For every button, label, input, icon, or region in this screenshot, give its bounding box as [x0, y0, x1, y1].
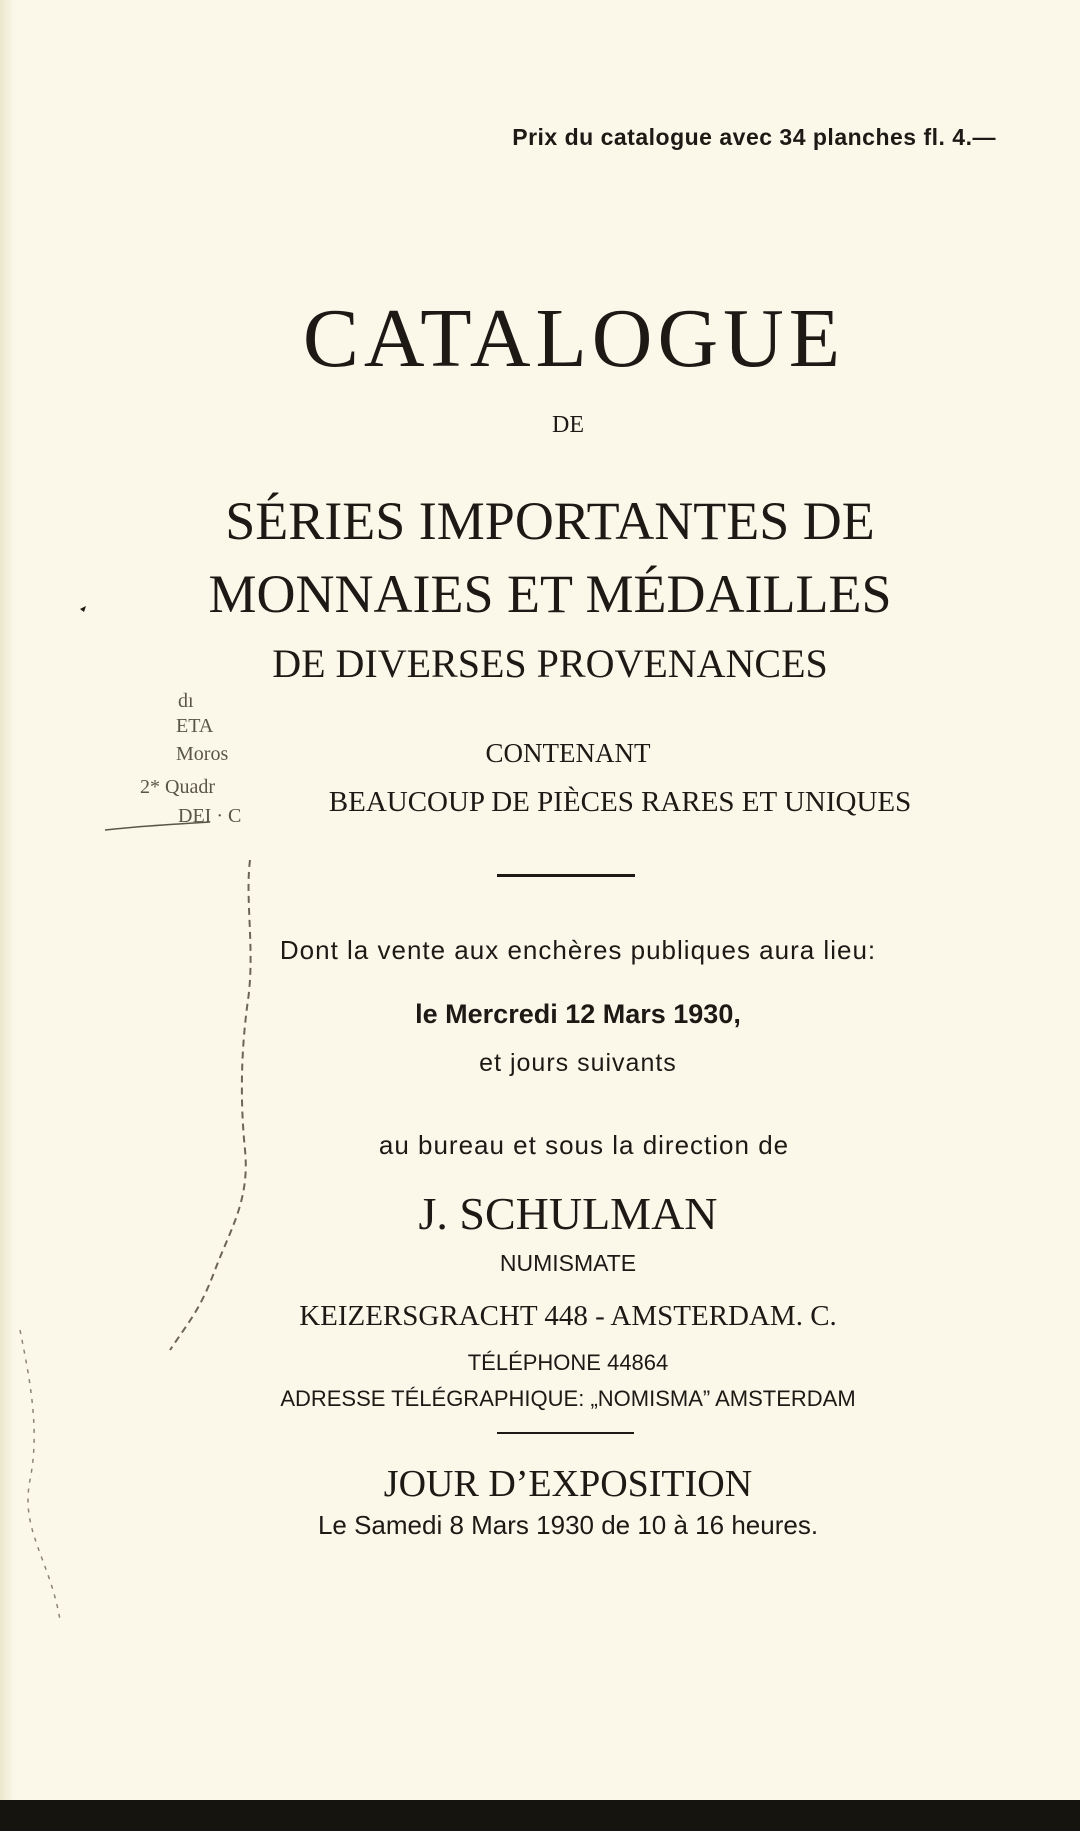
title-de: DE	[552, 412, 584, 438]
margin-fragment: DEI · C	[178, 805, 242, 827]
direction-line: au bureau et sous la direction de	[378, 1130, 790, 1160]
exhibition-heading: JOUR D’EXPOSITION	[383, 1463, 753, 1505]
contenant-line: CONTENANT	[485, 738, 651, 768]
series-heading-line-1: SÉRIES IMPORTANTES DE	[225, 491, 875, 551]
dealer-title: NUMISMATE	[499, 1250, 637, 1276]
telegraph-address: ADRESSE TÉLÉGRAPHIQUE: „NOMISMA” AMSTERDAM	[280, 1386, 856, 1411]
rare-pieces-line: BEAUCOUP DE PIÈCES RARES ET UNIQUES	[328, 786, 912, 818]
margin-fragment: Moros	[176, 743, 229, 765]
dealer-address: KEIZERSGRACHT 448 - AMSTERDAM. C.	[299, 1300, 837, 1332]
divider-rule	[497, 1432, 634, 1434]
dealer-name: J. SCHULMAN	[418, 1188, 718, 1239]
margin-fragment: ETA	[176, 715, 214, 737]
catalogue-title: CATALOGUE	[302, 292, 846, 385]
divider-rule	[497, 874, 635, 877]
dealer-telephone: TÉLÉPHONE 44864	[467, 1350, 669, 1375]
series-heading-line-2: MONNAIES ET MÉDAILLES	[208, 564, 892, 624]
provenance-line: DE DIVERSES PROVENANCES	[272, 641, 828, 686]
margin-fragment: dı	[178, 690, 194, 712]
scan-bottom-band	[0, 1800, 1080, 1831]
exhibition-date: Le Samedi 8 Mars 1930 de 10 à 16 heures.	[317, 1510, 819, 1540]
auction-line: Dont la vente aux enchères publiques aura lieu:	[279, 935, 877, 965]
margin-fragment: 2* Quadr	[140, 776, 215, 798]
following-days: et jours suivants	[479, 1049, 677, 1077]
auction-date: le Mercredi 12 Mars 1930,	[415, 999, 741, 1029]
price-line: Prix du catalogue avec 34 planches fl. 4.—	[512, 124, 996, 150]
